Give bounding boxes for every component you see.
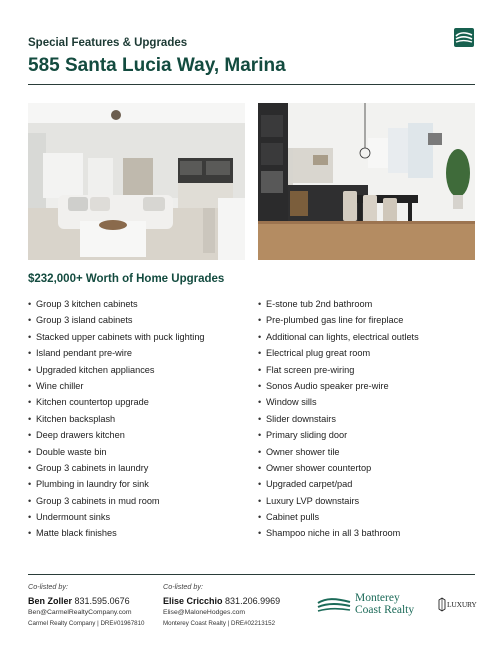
bullet-icon: • — [258, 512, 262, 523]
wave-logo-icon — [454, 28, 474, 47]
agent-name: Elise Cricchio — [163, 596, 223, 606]
section-eyebrow: Special Features & Upgrades — [28, 37, 188, 49]
agent-email[interactable]: Elise@MaloneHodges.com — [163, 609, 246, 616]
bullet-icon: • — [28, 462, 32, 473]
list-item: • Deep drawers kitchen — [28, 430, 125, 441]
brand-line-2: Coast Realty — [355, 603, 415, 616]
bullet-icon: • — [258, 364, 262, 375]
bullet-icon: • — [28, 331, 32, 342]
list-item: • Stacked upper cabinets with puck lighting — [28, 331, 205, 342]
agent-company: Monterey Coast Realty | DRE#02213152 — [163, 620, 276, 627]
bullet-icon: • — [258, 380, 262, 391]
property-address-title: 585 Santa Lucia Way, Marina — [28, 55, 286, 76]
list-item: • Group 3 kitchen cabinets — [28, 299, 138, 309]
bullet-icon: • — [28, 315, 32, 326]
list-item: • Undermount sinks — [28, 512, 111, 523]
list-item: • Shampoo niche in all 3 bathroom — [258, 528, 401, 539]
upgrades-list-right — [258, 297, 488, 543]
colisted-label: Co-listed by: — [28, 582, 68, 591]
list-item: • Island pendant pre-wire — [28, 348, 133, 359]
bullet-icon: • — [28, 479, 32, 490]
luxury-portfolio-icon — [437, 597, 447, 613]
bullet-icon: • — [258, 462, 262, 473]
upgrades-heading: $232,000+ Worth of Home Upgrades — [28, 273, 225, 285]
bullet-icon: • — [258, 446, 262, 457]
bullet-icon: • — [28, 528, 32, 539]
bullet-icon: • — [28, 446, 32, 457]
list-item: • Cabinet pulls — [258, 512, 320, 523]
list-item: • Slider downstairs — [258, 413, 336, 424]
bullet-icon: • — [28, 413, 32, 424]
list-item: • Luxury LVP downstairs — [258, 495, 360, 506]
wave-logo-icon — [317, 597, 351, 613]
agent-name: Ben Zoller — [28, 596, 73, 606]
list-item: • E-stone tub 2nd bathroom — [258, 299, 373, 309]
bullet-icon: • — [258, 348, 262, 359]
monterey-coast-realty-logo — [317, 593, 427, 619]
bullet-icon: • — [28, 495, 32, 506]
agent-contact-1 — [28, 582, 168, 627]
list-item: • Group 3 cabinets in mud room — [28, 495, 160, 506]
list-item: • Kitchen countertop upgrade — [28, 397, 149, 408]
header-divider — [28, 84, 475, 85]
bullet-icon: • — [258, 495, 262, 506]
bullet-icon: • — [258, 430, 262, 441]
bullet-icon: • — [28, 364, 32, 375]
list-item: • Window sills — [258, 397, 317, 408]
list-item: • Owner shower tile — [258, 446, 340, 457]
list-item: • Owner shower countertop — [258, 462, 372, 473]
bullet-icon: • — [258, 413, 262, 424]
bullet-icon: • — [258, 528, 262, 539]
bullet-icon: • — [258, 299, 262, 309]
colisted-label: Co-listed by: — [163, 582, 203, 591]
list-item: • Matte black finishes — [28, 528, 117, 539]
bullet-icon: • — [258, 331, 262, 342]
upgrades-list-left — [28, 297, 248, 543]
list-item: • Additional can lights, electrical outlets — [258, 331, 419, 342]
list-item: • Primary sliding door — [258, 430, 348, 441]
list-item: • Upgraded carpet/pad — [258, 479, 353, 490]
luxury-portfolio-logo — [437, 597, 477, 613]
bullet-icon: • — [258, 397, 262, 408]
bullet-icon: • — [28, 512, 32, 523]
bullet-icon: • — [28, 348, 32, 359]
list-item: • Pre-plumbed gas line for fireplace — [258, 315, 404, 326]
bullet-icon: • — [28, 397, 32, 408]
list-item: • Sonos Audio speaker pre-wire — [258, 380, 389, 391]
list-item: • Plumbing in laundry for sink — [28, 479, 149, 490]
agent-company: Carmel Realty Company | DRE#01967810 — [28, 620, 145, 627]
bullet-icon: • — [28, 380, 32, 391]
kitchen-dining-photo — [258, 103, 475, 260]
list-item: • Electrical plug great room — [258, 348, 371, 359]
agent-phone[interactable]: 831.206.9969 — [225, 596, 281, 606]
footer-divider — [28, 574, 475, 575]
agent-phone[interactable]: 831.595.0676 — [74, 596, 130, 606]
living-room-photo — [28, 103, 245, 260]
bullet-icon: • — [258, 479, 262, 490]
list-item: • Group 3 cabinets in laundry — [28, 462, 149, 473]
brand-line-1: Monterey — [355, 592, 400, 604]
list-item: • Upgraded kitchen appliances — [28, 364, 155, 375]
bullet-icon: • — [28, 430, 32, 441]
list-item: • Flat screen pre-wiring — [258, 364, 355, 375]
bullet-icon: • — [258, 315, 262, 326]
list-item: • Double waste bin — [28, 446, 107, 457]
list-item: • Group 3 island cabinets — [28, 315, 133, 326]
luxury-text: LUXURY — [447, 600, 477, 609]
agent-contact-2 — [163, 582, 303, 627]
list-item: • Kitchen backsplash — [28, 413, 116, 424]
agent-email[interactable]: Ben@CarmelRealtyCompany.com — [28, 609, 132, 616]
list-item: • Wine chiller — [28, 380, 84, 391]
bullet-icon: • — [28, 299, 32, 309]
